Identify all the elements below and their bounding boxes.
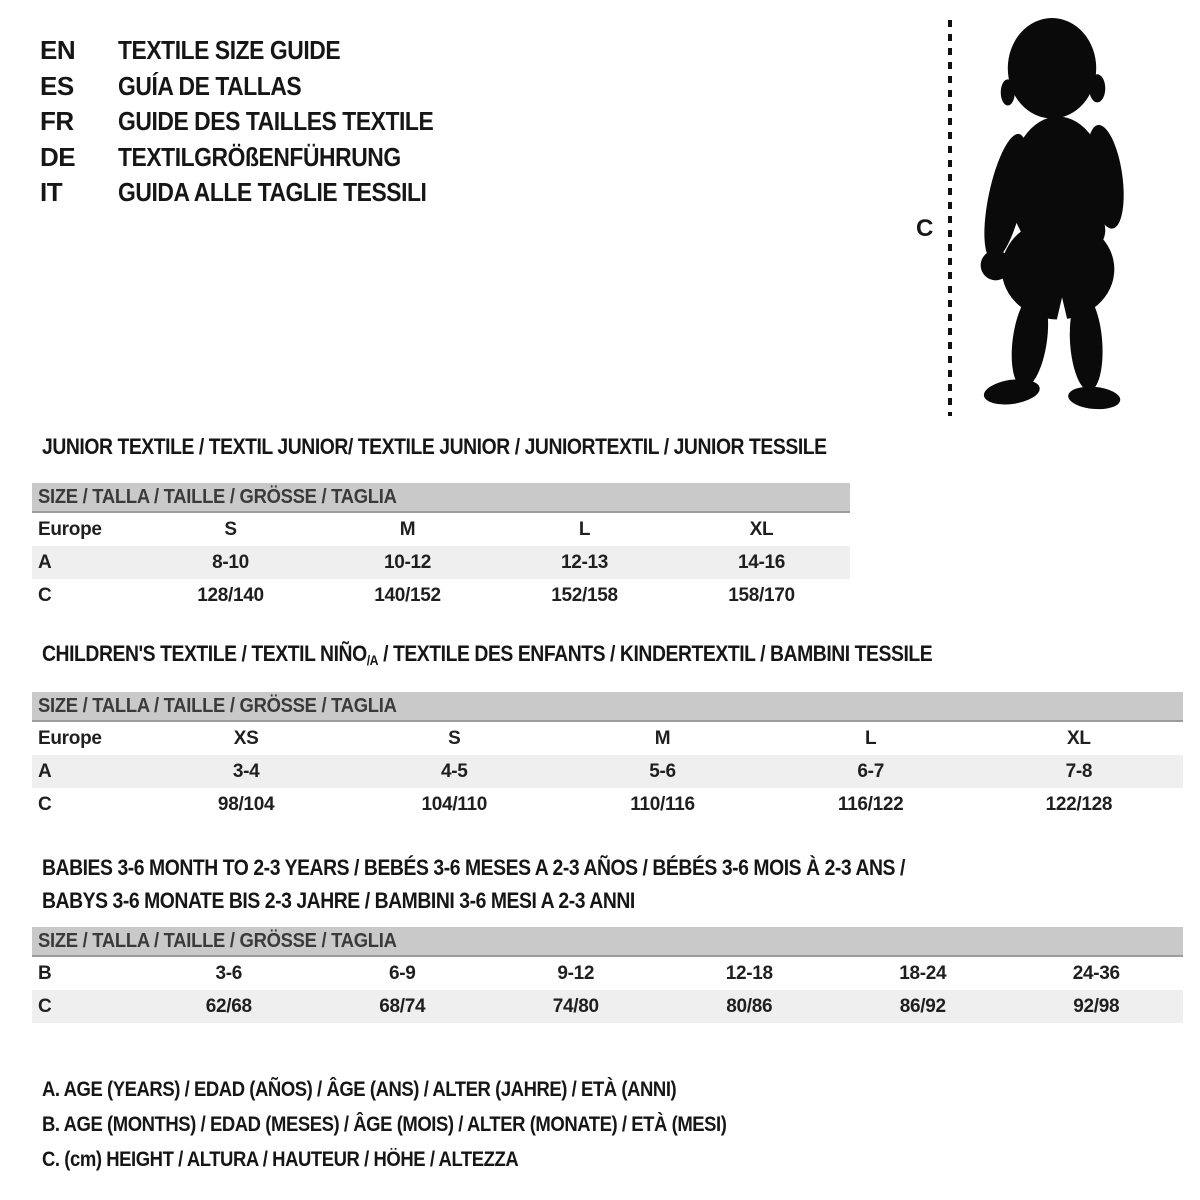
table-row-europe	[32, 722, 1183, 755]
children-title-post: / TEXTILE DES ENFANTS / KINDERTEXTIL / BAMBINI TESSILE	[378, 641, 933, 666]
height-measure-dashed-line	[948, 20, 952, 416]
language-label: GUÍA DE TALLAS	[118, 70, 302, 101]
table-header-bar	[32, 692, 1183, 722]
language-label: GUIDE DES TAILLES TEXTILE	[118, 106, 434, 137]
table-header-bar	[32, 927, 1183, 957]
language-code: IT	[40, 177, 63, 208]
size-cell: M	[399, 518, 416, 540]
table-row-europe	[32, 513, 850, 546]
height-cell: 80/86	[726, 995, 773, 1017]
size-header-label: SIZE / TALLA / TAILLE / GRÖSSE / TAGLIA	[38, 485, 397, 508]
language-title-block	[40, 33, 476, 211]
table-row-age	[32, 546, 850, 579]
size-cell: L	[865, 727, 877, 749]
language-row	[40, 33, 476, 69]
height-cell: 116/122	[837, 793, 904, 815]
babies-title-line2: BABYS 3-6 MONATE BIS 2-3 JAHRE / BAMBINI 3-6 MESI A 2-3 ANNI	[42, 888, 635, 913]
row-label: C	[38, 793, 52, 815]
measurement-legend	[42, 1072, 820, 1177]
table-row-age	[32, 755, 1183, 788]
row-label: A	[38, 760, 52, 782]
row-label: C	[38, 995, 52, 1017]
table-row-height	[32, 579, 850, 612]
height-cell: 110/116	[630, 793, 695, 815]
junior-size-table	[32, 483, 850, 612]
row-label: Europe	[38, 518, 102, 540]
row-label: A	[38, 551, 52, 573]
age-cell: 3-6	[215, 962, 243, 984]
size-cell: XL	[749, 518, 774, 540]
age-cell: 14-16	[737, 551, 786, 573]
children-section-title	[42, 641, 1054, 667]
age-cell: 6-9	[388, 962, 416, 984]
age-cell: 5-6	[649, 760, 676, 782]
language-row	[40, 69, 476, 105]
children-size-table	[32, 692, 1183, 821]
size-header-label: SIZE / TALLA / TAILLE / GRÖSSE / TAGLIA	[38, 694, 397, 717]
height-cell: 152/158	[551, 584, 618, 606]
height-cell: 62/68	[205, 995, 252, 1017]
language-code: ES	[40, 70, 74, 101]
age-cell: 8-10	[212, 551, 249, 573]
legend-line-c: C. (cm) HEIGHT / ALTURA / HAUTEUR / HÖHE / ALTEZZA	[42, 1148, 519, 1171]
legend-line-a: A. AGE (YEARS) / EDAD (AÑOS) / ÂGE (ANS) / ALTER (JAHRE) / ETÀ (ANNI)	[42, 1078, 677, 1101]
table-row-age-months	[32, 957, 1183, 990]
height-cell: 86/92	[899, 995, 946, 1017]
age-cell: 3-4	[232, 760, 260, 782]
age-cell: 12-18	[725, 962, 773, 984]
height-cell: 68/74	[379, 995, 426, 1017]
size-cell: M	[654, 727, 671, 749]
height-cell: 158/170	[728, 584, 795, 606]
age-cell: 7-8	[1065, 760, 1093, 782]
size-cell: XL	[1067, 727, 1091, 749]
height-cell: 104/110	[421, 793, 488, 815]
measure-label-c: C	[916, 215, 934, 242]
legend-line-b: B. AGE (MONTHS) / EDAD (MESES) / ÂGE (MOIS) / ALTER (MONATE) / ETÀ (MESI)	[42, 1113, 727, 1136]
age-cell: 10-12	[383, 551, 432, 573]
row-label: C	[38, 584, 52, 606]
children-title-subscript: /A	[366, 652, 379, 668]
toddler-silhouette-icon	[965, 16, 1137, 418]
children-title-pre: CHILDREN'S TEXTILE / TEXTIL NIÑO	[42, 641, 367, 666]
height-cell: 74/80	[552, 995, 599, 1017]
language-row	[40, 140, 476, 176]
language-label: TEXTILGRÖßENFÜHRUNG	[118, 141, 401, 172]
height-cell: 98/104	[217, 793, 275, 815]
height-cell: 92/98	[1073, 995, 1120, 1017]
height-cell: 140/152	[374, 584, 441, 606]
age-cell: 18-24	[899, 962, 947, 984]
size-cell: S	[448, 727, 461, 749]
height-cell: 128/140	[197, 584, 264, 606]
age-cell: 24-36	[1072, 962, 1120, 984]
junior-section-title: JUNIOR TEXTILE / TEXTIL JUNIOR/ TEXTILE JUNIOR / JUNIORTEXTIL / JUNIOR TESSILE	[42, 434, 827, 459]
language-label: GUIDA ALLE TAGLIE TESSILI	[118, 177, 427, 208]
row-label: B	[38, 962, 52, 984]
babies-title-line1: BABIES 3-6 MONTH TO 2-3 YEARS / BEBÉS 3-6 MESES A 2-3 AÑOS / BÉBÉS 3-6 MOIS À 2-3 ANS /	[42, 855, 905, 880]
age-cell: 12-13	[560, 551, 609, 573]
table-row-height	[32, 990, 1183, 1023]
language-code: FR	[40, 106, 74, 137]
row-label: Europe	[38, 727, 102, 749]
age-cell: 4-5	[441, 760, 468, 782]
table-header-bar	[32, 483, 850, 513]
language-row	[40, 104, 476, 140]
language-code: DE	[40, 141, 76, 172]
babies-section-title	[42, 851, 1023, 917]
size-cell: XS	[233, 727, 259, 749]
babies-size-table	[32, 927, 1183, 1023]
size-header-label: SIZE / TALLA / TAILLE / GRÖSSE / TAGLIA	[38, 929, 397, 952]
height-cell: 122/128	[1045, 793, 1113, 815]
age-cell: 6-7	[857, 760, 884, 782]
language-code: EN	[40, 35, 76, 66]
size-cell: S	[224, 518, 237, 540]
language-label: TEXTILE SIZE GUIDE	[118, 35, 341, 66]
language-row	[40, 175, 476, 211]
size-cell: L	[578, 518, 591, 540]
age-cell: 9-12	[557, 962, 595, 984]
table-row-height	[32, 788, 1183, 821]
